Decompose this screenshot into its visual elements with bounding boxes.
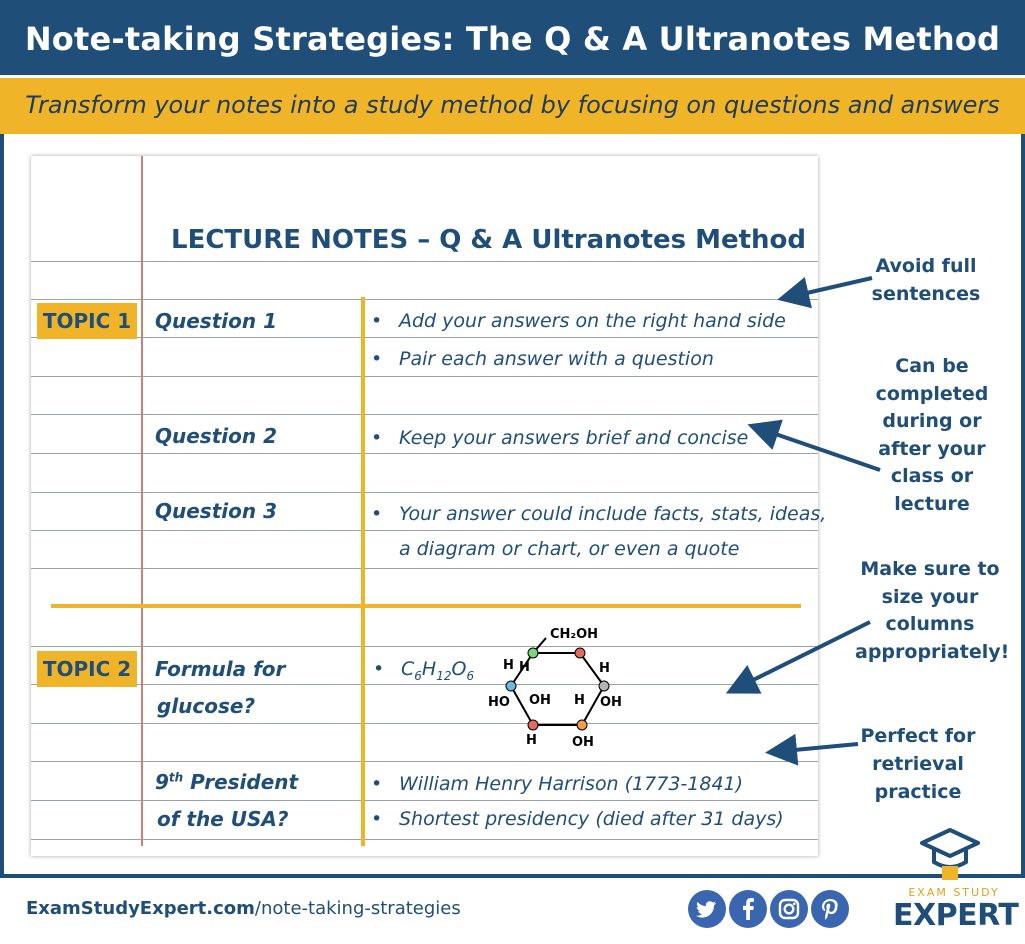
subtitle-text: Transform your notes into a study method by focusing on questions and answers [25, 91, 1000, 119]
bullet: • [371, 310, 383, 332]
q5-rest: President [183, 770, 299, 794]
molecule-label-h: H [574, 693, 585, 708]
side-note-completed [862, 353, 1002, 518]
formula-h-count: 12 [436, 668, 452, 683]
side-note-line: size your [881, 585, 979, 608]
answer-2-text: Pair each answer with a question [399, 348, 714, 370]
lecture-notes-title: LECTURE NOTES – Q & A Ultranotes Method [171, 225, 807, 255]
side-note-line: Can be [895, 355, 969, 377]
question-1: Question 1 [155, 309, 277, 333]
molecule-label-h: H [503, 658, 514, 673]
side-note-line: during or [882, 410, 982, 432]
topic-2-label: TOPIC 2 [37, 651, 137, 687]
molecule-label-oh: OH [529, 693, 551, 708]
pinterest-icon[interactable] [811, 890, 849, 928]
bullet: • [371, 427, 383, 449]
answer-1-text: Add your answers on the right hand side [399, 310, 786, 332]
arrow-size-columns [733, 622, 870, 690]
side-note-size-columns [855, 556, 1010, 666]
topic-1-label: TOPIC 1 [37, 303, 137, 339]
logo-text-small: EXAM STUDY [908, 886, 1000, 899]
footer-divider [0, 874, 1025, 878]
twitter-icon[interactable] [688, 890, 726, 928]
footer-site[interactable]: ExamStudyExpert.com [26, 898, 255, 919]
bullet: • [371, 348, 383, 370]
bullet: • [373, 658, 385, 680]
question-2: Question 2 [155, 424, 277, 448]
answer-4-text-1: Your answer could include facts, stats, ideas, [399, 503, 827, 525]
footer-path[interactable]: /note-taking-strategies [254, 898, 461, 919]
molecule-label-h: H [526, 733, 537, 748]
graduation-cap-icon [920, 826, 980, 884]
side-note-line: after your [878, 437, 986, 460]
formula-c-count: 6 [414, 668, 422, 683]
answer-5-text: William Henry Harrison (1773-1841) [399, 773, 744, 795]
side-note-line: Make sure to [860, 558, 1000, 580]
q5-number: 9 [155, 770, 169, 794]
side-note-line: class or [890, 465, 974, 487]
formula-o-count: 6 [466, 668, 475, 683]
footer-link[interactable] [26, 898, 461, 919]
formula-o: O [451, 658, 467, 680]
q5-ordinal: th [168, 770, 184, 785]
molecule-label-h: H [519, 660, 530, 675]
bullet: • [371, 808, 383, 830]
side-note-line: lecture [894, 492, 970, 515]
side-note-line: completed [875, 382, 989, 405]
molecule-label-ho: HO [488, 695, 510, 710]
question-4-line-2: glucose? [157, 694, 256, 718]
side-note-retrieval [848, 722, 988, 806]
side-note-line: practice [874, 781, 962, 803]
side-note-line: Avoid full [875, 255, 977, 277]
molecule-label-oh: OH [600, 695, 622, 710]
instagram-icon[interactable] [770, 890, 808, 928]
molecule-label-h: H [599, 661, 610, 676]
molecule-label-oh: OH [572, 735, 594, 750]
formula-h: H [421, 658, 437, 680]
side-note-line: sentences [871, 283, 981, 305]
question-5-line-2: of the USA? [157, 807, 289, 831]
side-note-line: columns [885, 613, 975, 635]
answer-6-text: Shortest presidency (died after 31 days) [399, 808, 784, 830]
arrow-retrieval [773, 744, 858, 752]
bullet: • [371, 503, 383, 525]
question-3: Question 3 [155, 499, 277, 523]
molecule-label-ch2oh: CH₂OH [550, 627, 599, 642]
bullet: • [371, 773, 383, 795]
formula-c: C [401, 658, 415, 680]
side-note-line: appropriately! [855, 640, 1010, 663]
side-note-line: Perfect for [860, 725, 976, 747]
side-note-avoid-sentences [856, 252, 996, 308]
side-note-line: retrieval [872, 753, 964, 775]
answer-3-text: Keep your answers brief and concise [399, 427, 749, 449]
question-4-line-1: Formula for [155, 657, 286, 681]
page-title: Note-taking Strategies: The Q & A Ultranotes Method [24, 20, 1001, 58]
facebook-icon[interactable] [729, 890, 767, 928]
answer-4-line-2: a diagram or chart, or even a quote [399, 538, 740, 560]
logo-text-main: EXPERT [893, 898, 1019, 933]
